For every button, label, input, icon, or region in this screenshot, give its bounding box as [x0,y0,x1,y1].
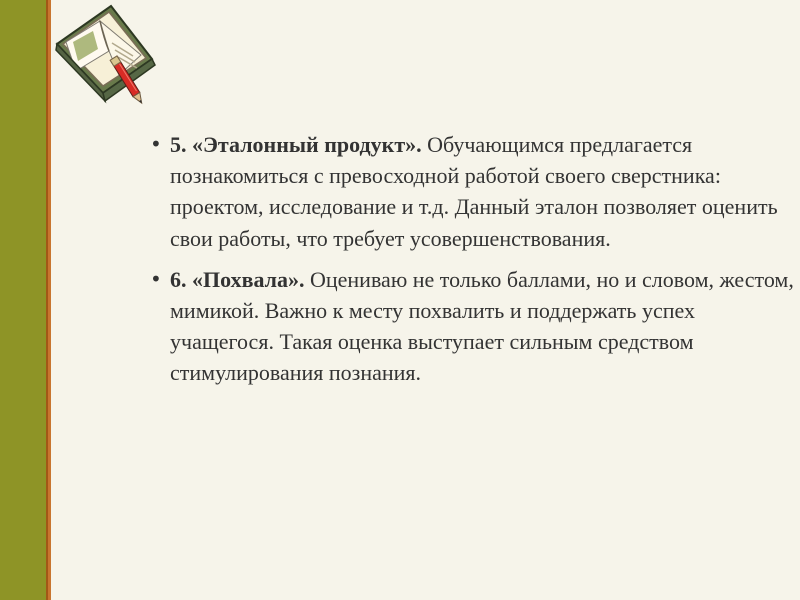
slide-area [51,0,800,600]
bullet-heading: 5. «Эталонный продукт». [170,132,422,157]
bullet-text [170,129,800,254]
bullet-heading: 6. «Похвала». [170,266,305,292]
bullet-marker: • [150,132,162,156]
book-with-pencil-icon [51,0,161,120]
bullet-marker: • [150,266,162,291]
bullet-item-reference-product [150,129,800,254]
left-decorative-stripe [0,0,48,600]
slide-content [150,129,800,399]
bullet-body: Обучающимся предлагается познакомиться с превосходной работой своего сверстника: проектом, исследование и т.д. Данный эталон позволяет оценить свои работы, что требует усовершенствования. [170,132,778,251]
bullet-item-praise [150,264,800,389]
bullet-body: Оцениваю не только баллами, но и словом, жестом, мимикой. Важно к месту похвалить и поддержать успех учащегося. Такая оценка выступает сильным средством стимулирования познания. [170,266,794,386]
bullet-text [170,264,800,389]
